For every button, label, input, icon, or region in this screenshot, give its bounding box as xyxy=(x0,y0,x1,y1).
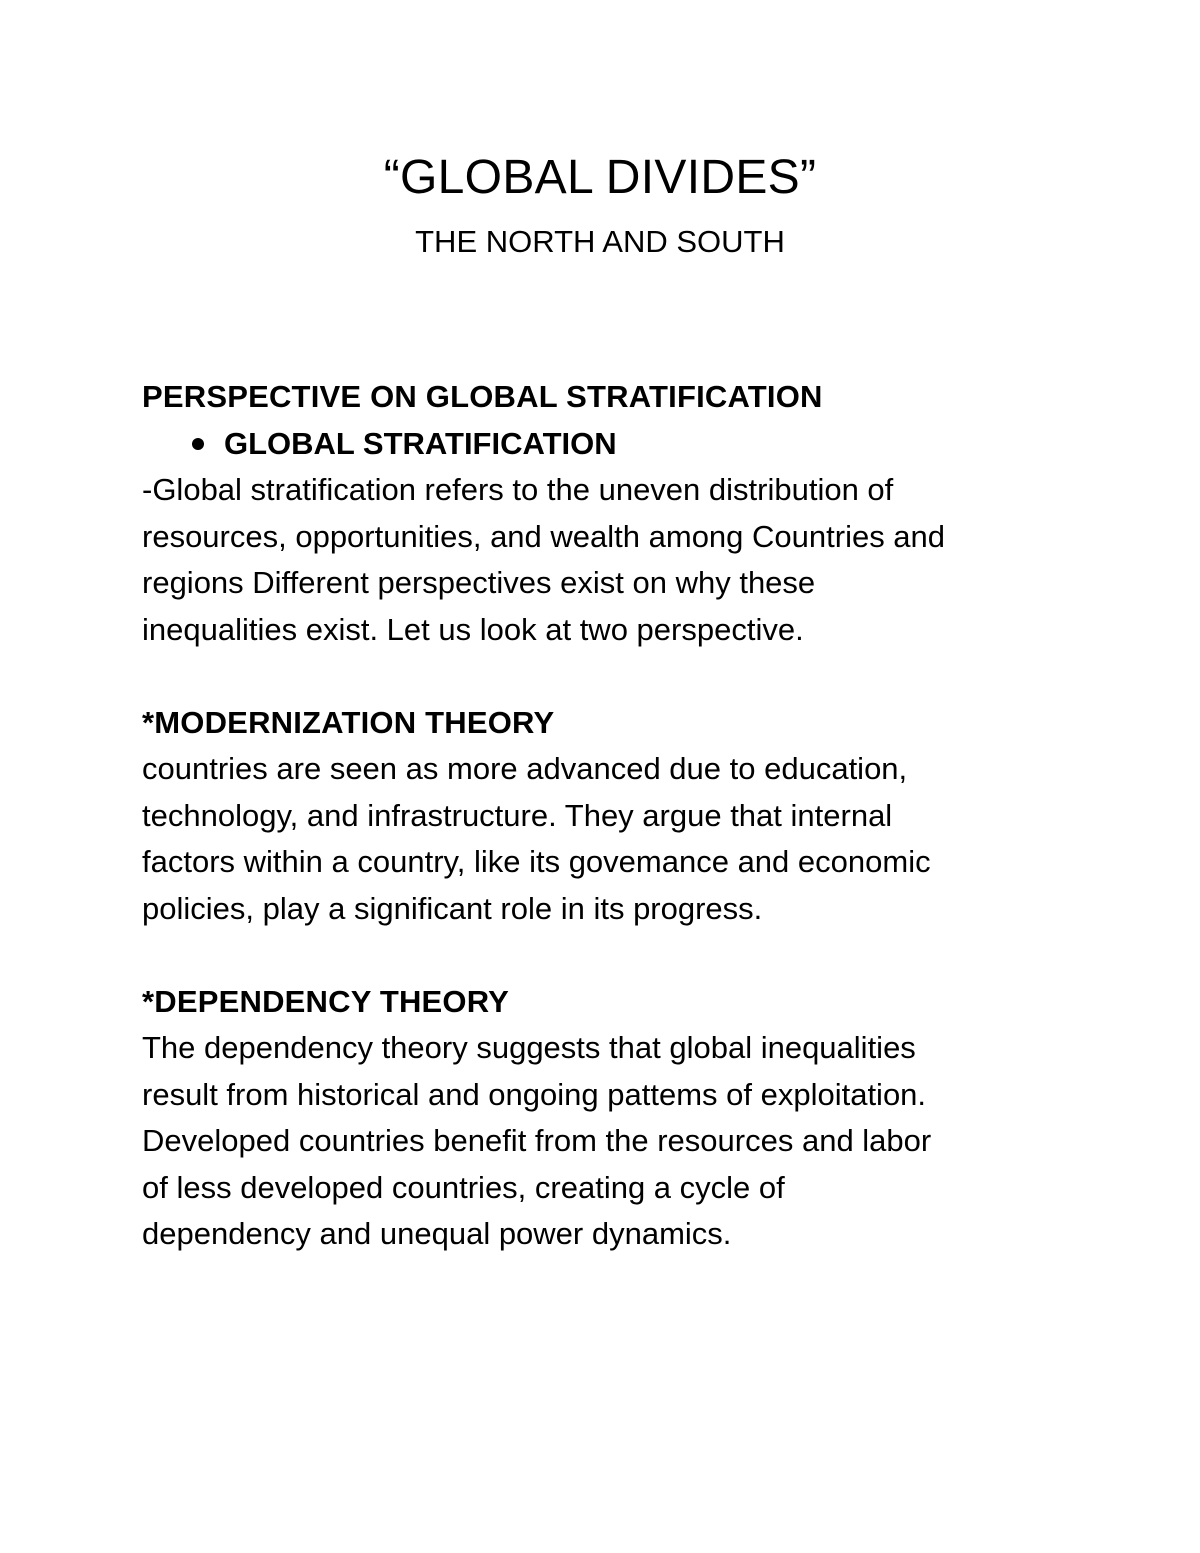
paragraph-line: -Global stratification refers to the uneven distribution of xyxy=(142,472,894,507)
paragraph-line: dependency and unequal power dynamics. xyxy=(142,1216,732,1251)
document-subtitle: THE NORTH AND SOUTH xyxy=(415,224,785,259)
section-heading-perspective: PERSPECTIVE ON GLOBAL STRATIFICATION xyxy=(142,379,823,414)
paragraph-line: of less developed countries, creating a cycle of xyxy=(142,1169,785,1205)
paragraph-line: result from historical and ongoing pattems of exploitation. xyxy=(142,1076,927,1112)
paragraph-line: countries are seen as more advanced due to education, xyxy=(142,751,908,786)
paragraph-line: Developed countries benefit from the resources and labor xyxy=(142,1123,932,1158)
paragraph-line: regions Different perspectives exist on why these xyxy=(142,565,816,600)
paragraph-line: The dependency theory suggests that global inequalities xyxy=(142,1030,916,1065)
paragraph-line: resources, opportunities, and wealth among Countries and xyxy=(142,518,946,554)
bullet-item xyxy=(142,421,1072,468)
bullet-icon xyxy=(192,438,204,450)
paragraph-line: inequalities exist. Let us look at two perspective. xyxy=(142,611,804,647)
document-title: “GLOBAL DIVIDES” xyxy=(383,151,817,204)
paragraph-spacer xyxy=(142,932,1072,979)
paragraph-line: technology, and infrastructure. They argue that internal xyxy=(142,797,893,833)
document-body xyxy=(142,374,1072,1258)
paragraph-line: factors within a country, like its govemance and economic xyxy=(142,844,931,879)
section-heading-modernization: *MODERNIZATION THEORY xyxy=(142,704,555,740)
bullet-label: GLOBAL STRATIFICATION xyxy=(224,425,617,461)
paragraph-line: policies, play a significant role in its progress. xyxy=(142,890,763,926)
paragraph-spacer xyxy=(142,653,1072,700)
section-heading-dependency: *DEPENDENCY THEORY xyxy=(142,983,510,1019)
